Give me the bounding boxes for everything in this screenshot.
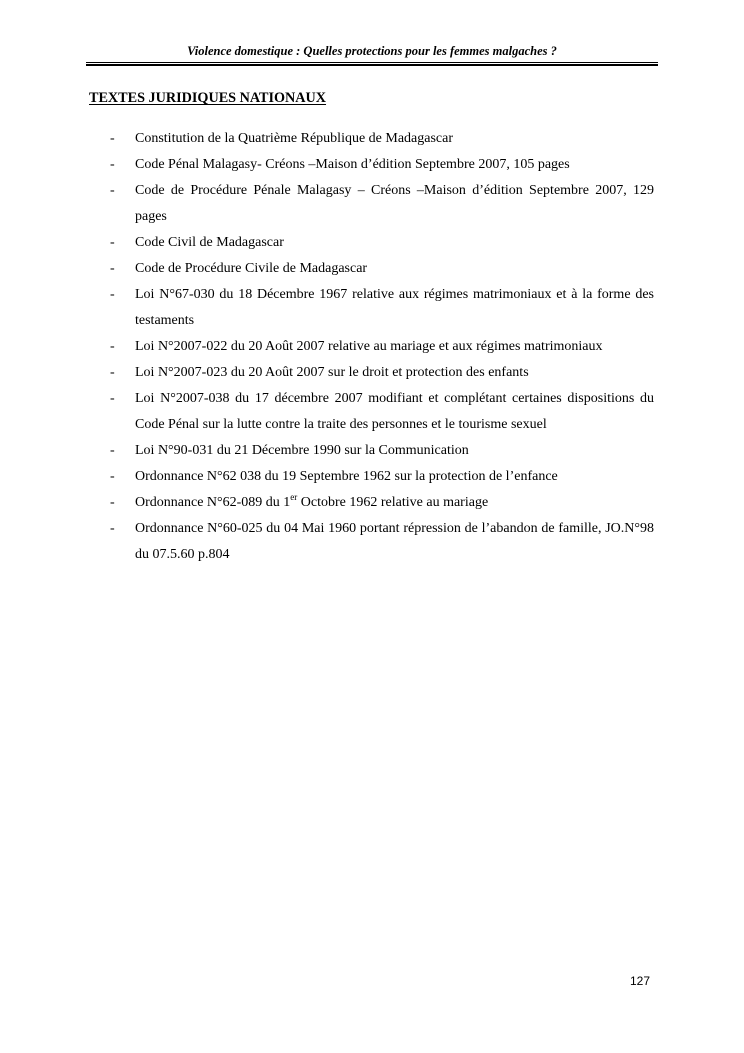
list-bullet: - [110, 365, 115, 380]
list-item [110, 256, 654, 282]
list-item-text: Code de Procédure Pénale Malagasy – Créons –Maison d’édition Septembre 2007, 129 pages [135, 183, 654, 224]
list-item [110, 464, 654, 490]
list-item-text: Loi N°2007-023 du 20 Août 2007 sur le droit et protection des enfants [135, 365, 529, 380]
list-item [110, 126, 654, 152]
list-bullet: - [110, 157, 115, 172]
list-item [110, 360, 654, 386]
list-bullet: - [110, 287, 115, 302]
list-item-text: Ordonnance N°60-025 du 04 Mai 1960 portant répression de l’abandon de famille, JO.N°98 du 07.5.60 p.804 [135, 521, 654, 562]
ordinal-superscript: er [290, 492, 298, 502]
list-item-text: Loi N°67-030 du 18 Décembre 1967 relative aux régimes matrimoniaux et à la forme des testaments [135, 287, 654, 328]
list-bullet: - [110, 339, 115, 354]
list-bullet: - [110, 443, 115, 458]
list-item [110, 178, 654, 230]
list-bullet: - [110, 391, 115, 406]
list-bullet: - [110, 235, 115, 250]
list-item-text: Loi N°90-031 du 21 Décembre 1990 sur la Communication [135, 443, 469, 458]
list-item [110, 334, 654, 360]
list-item [110, 152, 654, 178]
list-item-text-part: Octobre 1962 relative au mariage [297, 495, 489, 510]
page-number: 127 [630, 974, 651, 988]
list-item [110, 438, 654, 464]
list-bullet: - [110, 469, 115, 484]
running-header: Violence domestique : Quelles protections pour les femmes malgaches ? [187, 44, 557, 58]
list-item-text-part: Ordonnance N°62-089 du 1 [135, 495, 291, 510]
list-item [110, 386, 654, 438]
list-item-text: Code de Procédure Civile de Madagascar [135, 261, 368, 276]
header-rule [86, 62, 658, 66]
list-item-text: Code Pénal Malagasy- Créons –Maison d’édition Septembre 2007, 105 pages [135, 157, 570, 172]
list-item [110, 230, 654, 256]
list-item-text: Constitution de la Quatrième République de Madagascar [135, 131, 454, 146]
list-item-text: Code Civil de Madagascar [135, 235, 284, 250]
reference-list [110, 126, 654, 568]
section-heading: TEXTES JURIDIQUES NATIONAUX [89, 90, 327, 106]
list-bullet: - [110, 183, 115, 198]
list-item-text: Loi N°2007-022 du 20 Août 2007 relative au mariage et aux régimes matrimoniaux [135, 339, 603, 354]
list-item-text: Ordonnance N°62 038 du 19 Septembre 1962 sur la protection de l’enfance [135, 469, 558, 484]
list-item-text: Loi N°2007-038 du 17 décembre 2007 modifiant et complétant certaines dispositions du Code Pénal sur la lutte contre la traite des personnes et le tourisme sexuel [135, 391, 654, 432]
list-item [110, 490, 654, 516]
list-item [110, 282, 654, 334]
list-bullet: - [110, 521, 115, 536]
list-item [110, 516, 654, 568]
list-bullet: - [110, 495, 115, 510]
list-bullet: - [110, 131, 115, 146]
list-bullet: - [110, 261, 115, 276]
